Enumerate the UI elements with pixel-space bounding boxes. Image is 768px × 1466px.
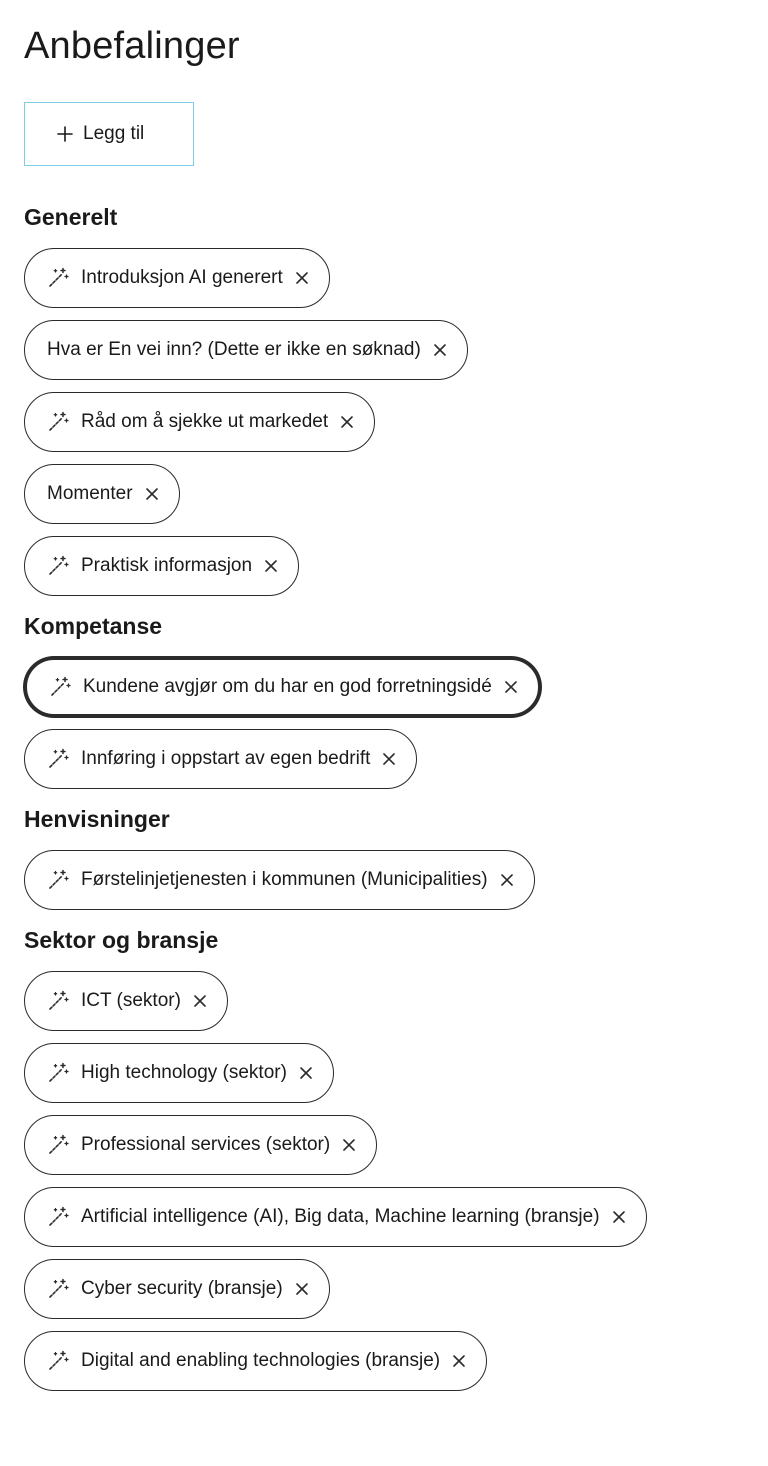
recommendation-chip[interactable]	[24, 729, 417, 789]
magic-wand-icon	[47, 1134, 69, 1156]
chip-label: Introduksjon AI generert	[81, 267, 283, 288]
recommendation-chip[interactable]	[24, 248, 330, 308]
magic-wand-icon	[47, 555, 69, 577]
recommendation-chip[interactable]	[24, 536, 299, 596]
chip-label: ICT (sektor)	[81, 990, 181, 1011]
recommendation-chip[interactable]	[24, 320, 468, 380]
chip-label: Førstelinjetjenesten i kommunen (Municipalities)	[81, 869, 488, 890]
close-icon[interactable]	[452, 1354, 466, 1368]
page-title: Anbefalinger	[24, 25, 240, 67]
close-icon[interactable]	[342, 1138, 356, 1152]
add-button-label: Legg til	[83, 123, 145, 144]
section-heading-henvisninger: Henvisninger	[24, 806, 170, 832]
recommendation-chip[interactable]	[24, 1043, 334, 1103]
close-icon[interactable]	[295, 1282, 309, 1296]
recommendation-chip[interactable]	[24, 1259, 330, 1319]
magic-wand-icon	[49, 676, 71, 698]
magic-wand-icon	[47, 869, 69, 891]
chip-label: Artificial intelligence (AI), Big data, Machine learning (bransje)	[81, 1206, 600, 1227]
chip-label: Momenter	[47, 483, 133, 504]
close-icon[interactable]	[145, 487, 159, 501]
chip-label: High technology (sektor)	[81, 1062, 287, 1083]
recommendation-chip[interactable]	[24, 1115, 377, 1175]
magic-wand-icon	[47, 1278, 69, 1300]
close-icon[interactable]	[193, 994, 207, 1008]
section-heading-kompetanse: Kompetanse	[24, 613, 163, 639]
chip-label: Digital and enabling technologies (bransje)	[81, 1350, 441, 1371]
close-icon[interactable]	[264, 559, 278, 573]
section-heading-generelt: Generelt	[24, 204, 118, 230]
close-icon[interactable]	[500, 873, 514, 887]
close-icon[interactable]	[433, 343, 447, 357]
close-icon[interactable]	[612, 1210, 626, 1224]
recommendation-chip[interactable]	[24, 464, 180, 524]
chip-label: Professional services (sektor)	[81, 1134, 331, 1155]
magic-wand-icon	[47, 411, 69, 433]
close-icon[interactable]	[299, 1066, 313, 1080]
close-icon[interactable]	[340, 415, 354, 429]
chip-label: Innføring i oppstart av egen bedrift	[81, 748, 371, 769]
chip-label: Kundene avgjør om du har en god forretningsidé	[83, 676, 492, 697]
plus-icon	[57, 126, 73, 142]
close-icon[interactable]	[504, 680, 518, 694]
recommendation-chip[interactable]	[24, 657, 541, 717]
chip-label: Cyber security (bransje)	[81, 1278, 283, 1299]
magic-wand-icon	[47, 1062, 69, 1084]
chip-label: Råd om å sjekke ut markedet	[81, 411, 329, 432]
close-icon[interactable]	[295, 271, 309, 285]
magic-wand-icon	[47, 1206, 69, 1228]
close-icon[interactable]	[382, 752, 396, 766]
section-heading-sektor-og-bransje: Sektor og bransje	[24, 927, 219, 953]
recommendation-chip[interactable]	[24, 1187, 647, 1247]
magic-wand-icon	[47, 748, 69, 770]
recommendation-chip[interactable]	[24, 392, 375, 452]
magic-wand-icon	[47, 990, 69, 1012]
chip-label: Praktisk informasjon	[81, 555, 253, 576]
recommendation-chip[interactable]	[24, 1331, 487, 1391]
add-button[interactable]	[24, 102, 194, 166]
chip-label: Hva er En vei inn? (Dette er ikke en søknad)	[47, 339, 421, 360]
recommendation-chip[interactable]	[24, 850, 535, 910]
magic-wand-icon	[47, 1350, 69, 1372]
magic-wand-icon	[47, 267, 69, 289]
recommendation-chip[interactable]	[24, 971, 228, 1031]
